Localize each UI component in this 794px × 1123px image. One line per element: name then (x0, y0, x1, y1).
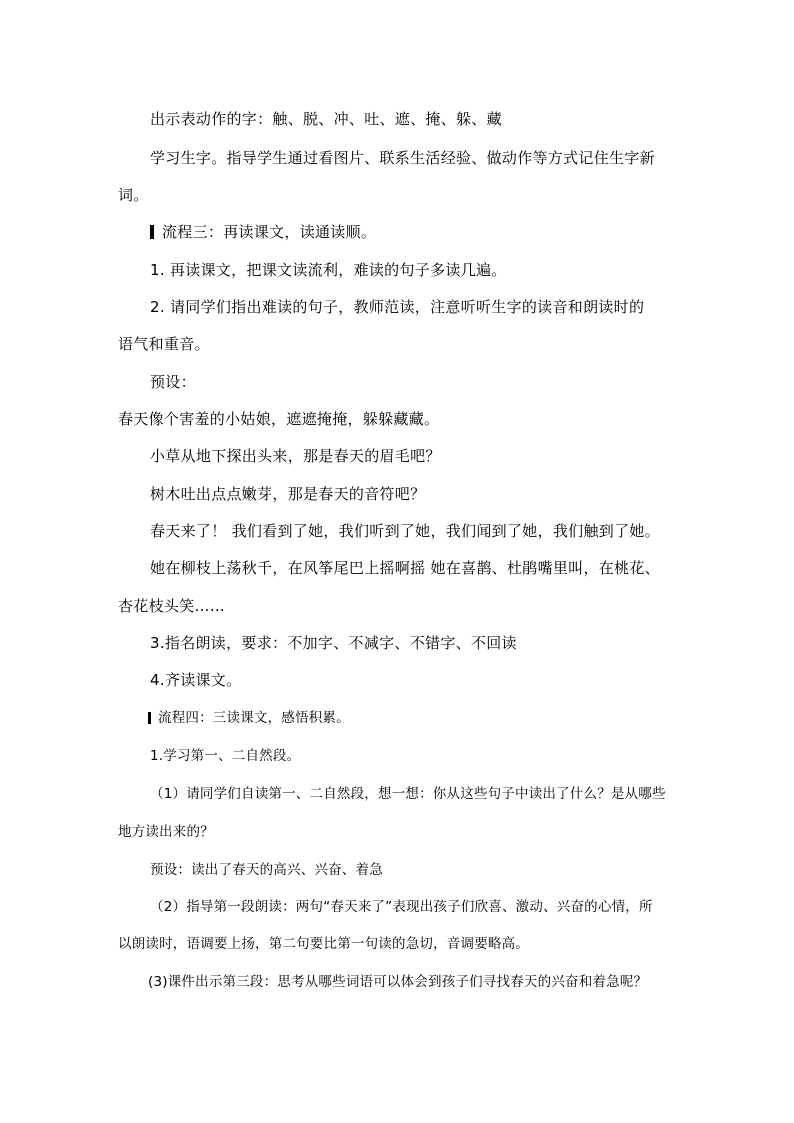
section-heading (150, 222, 376, 242)
text-line: 1. 再读课文，把课文读流利，难读的句子多读几遍。 (150, 261, 507, 279)
text-line: 小草从地下探出头来，那是春天的眉毛吧？ (150, 447, 441, 465)
text-line: 以朗读时，语调要上扬，第二句要比第一句读的急切，音调要略高。 (118, 936, 529, 952)
text-line: 学习生字。指导学生通过看图片、联系生活经验、做动作等方式记住生字新 (150, 149, 655, 167)
text-line: 春天来了！ 我们看到了她，我们听到了她，我们闻到了她，我们触到了她。 (150, 522, 660, 540)
section-heading-text: 流程三：再读课文，读通读顺。 (162, 223, 377, 241)
text-line: 杏花枝头笑…… (118, 597, 226, 615)
text-line: 语气和重音。 (118, 335, 210, 353)
text-line: 她在柳枝上荡秋千，在风筝尾巴上摇啊摇 她在喜鹊、杜鹃嘴里叫，在桃花、 (150, 559, 660, 577)
section-heading-text: 流程四：三读课文，感悟积累。 (158, 710, 350, 726)
section-heading (148, 708, 350, 728)
text-line: 词。 (118, 186, 149, 204)
text-line: 3.指名朗读，要求：不加字、不减字、不错字、不回读 (150, 634, 517, 652)
text-line: 春天像个害羞的小姑娘，遮遮掩掩，躲躲藏藏。 (118, 410, 440, 428)
text-line: 1.学习第一、二自然段。 (150, 748, 301, 764)
text-line: （1）请同学们自读第一、二自然段，想一想：你从这些句子中读出了什么？是从哪些 (150, 786, 666, 802)
text-line: 地方读出来的？ (118, 824, 214, 840)
text-line: 预设：读出了春天的高兴、兴奋、着急 (150, 862, 383, 878)
text-line: 预设： (150, 373, 196, 391)
text-line: (3)课件出示第三段：思考从哪些词语可以体会到孩子们寻找春天的兴奋和着急呢？ (148, 974, 648, 990)
text-line: 2. 请同学们指出难读的句子，教师范读，注意听听生字的读音和朗读时的 (150, 298, 645, 316)
heading-marker (148, 712, 151, 724)
text-line: 树木吐出点点嫩芽，那是春天的音符吧？ (150, 485, 426, 503)
text-line: 出示表动作的字：触、脱、冲、吐、遮、掩、躲、藏 (150, 110, 502, 128)
text-line: 4.齐读课文。 (150, 671, 242, 689)
text-line: （2）指导第一段朗读：两句“春天来了”表现出孩子们欣喜、激动、兴奋的心情，所 (150, 899, 653, 915)
heading-marker (150, 225, 154, 239)
